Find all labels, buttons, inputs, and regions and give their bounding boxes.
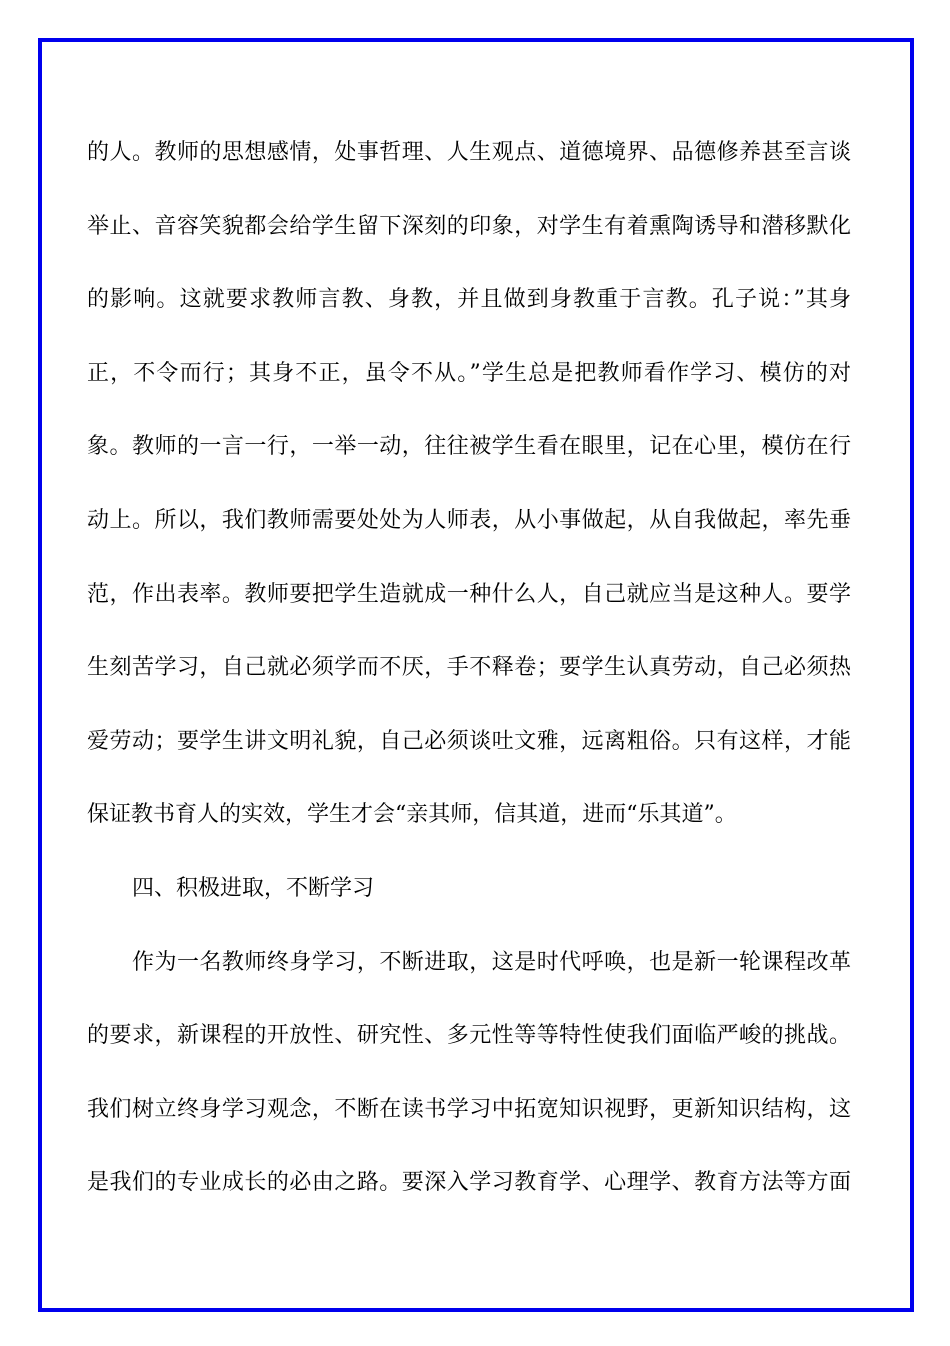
section-heading: 四、积极进取，不断学习 (132, 875, 375, 901)
text-line: 是我们的专业成长的必由之路。要深入学习教育学、心理学、教育方法等方面 (87, 1170, 851, 1196)
text-line: 我们树立终身学习观念，不断在读书学习中拓宽知识视野，更新知识结构，这 (87, 1096, 851, 1122)
text-line: 作为一名教师终身学习，不断进取，这是时代呼唤，也是新一轮课程改革 (132, 949, 851, 975)
text-line: 的人。教师的思想感情，处事哲理、人生观点、道德境界、品德修养甚至言谈 (87, 140, 851, 165)
text-line: 动上。所以，我们教师需要处处为人师表，从小事做起，从自我做起，率先垂 (87, 507, 851, 533)
text-line: 爱劳动；要学生讲文明礼貌，自己必须谈吐文雅，远离粗俗。只有这样，才能 (87, 728, 851, 754)
text-line: 象。教师的一言一行，一举一动，往往被学生看在眼里，记在心里，模仿在行 (87, 434, 851, 460)
text-line: 生刻苦学习，自己就必须学而不厌，手不释卷；要学生认真劳动，自己必须热 (87, 655, 851, 681)
text-line: 范，作出表率。教师要把学生造就成一种什么人，自己就应当是这种人。要学 (87, 581, 851, 607)
text-line: 保证教书育人的实效，学生才会“亲其师，信其道，进而“乐其道”。 (87, 802, 737, 828)
document-body (87, 116, 851, 1220)
text-line: 正，不令而行；其身不正，虽令不从。”学生总是把教师看作学习、模仿的对 (87, 360, 851, 386)
text-line: 的要求，新课程的开放性、研究性、多元性等等特性使我们面临严峻的挑战。 (87, 1023, 851, 1049)
text-line: 举止、音容笑貌都会给学生留下深刻的印象，对学生有着熏陶诱导和潜移默化 (87, 213, 851, 239)
text-line: 的影响。这就要求教师言教、身教，并且做到身教重于言教。孔子说：”其身 (87, 287, 851, 313)
